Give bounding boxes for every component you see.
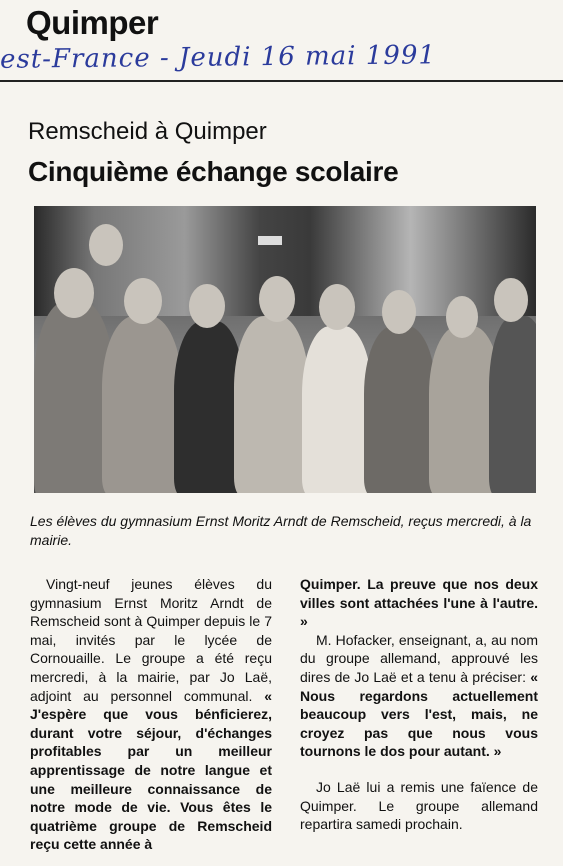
section-title: Quimper: [26, 4, 159, 41]
quote-jo-lae-end: Quimper. La preuve que nos deux villes sont attachées l'une à l'autre. »: [300, 576, 538, 630]
paragraph-hofacker-text: M. Hofacker, enseignant, a, au nom du groupe allemand, approuvé les dires de Jo Laë et a tenu à préciser:: [300, 631, 538, 685]
quote-jo-lae: « J'espère que vous bénficierez, durant votre séjour, d'échanges profitables par un meilleur apprentissage de notre langue et une meilleure connaissance de notre mode de vie. Vous êtes le quatrième groupe de Remscheid reçu cette année à: [30, 687, 272, 853]
article-headline: Cinquième échange scolaire: [28, 156, 399, 187]
paragraph-intro: [30, 575, 272, 854]
handwritten-date: est-France - Jeudi 16 mai 1991: [0, 40, 437, 75]
paragraph-closing: Jo Laë lui a remis une faïence de Quimper. Le groupe allemand repartira samedi prochain.: [300, 778, 538, 833]
article-kicker: Remscheid à Quimper: [28, 118, 267, 145]
article-column-right: [300, 575, 538, 834]
paragraph-intro-text: Vingt-neuf jeunes élèves du gymnasium Ernst Moritz Arndt de Remscheid sont à Quimper depuis le 7 mai, invités par le lycée de Cornouaille. Le groupe a été reçu mercredi, à la mairie, par Jo Laë, adjoint au personnel communal.: [30, 576, 272, 704]
photo-caption: Les élèves du gymnasium Ernst Moritz Arndt de Remscheid, reçus mercredi, à la mairie.: [30, 513, 532, 548]
header-rule: [0, 80, 563, 82]
article-column-left: [30, 575, 272, 854]
group-photo: [34, 206, 536, 493]
quote-continuation: [300, 575, 538, 631]
quote-hofacker: « Nous regardons actuellement beaucoup vers l'est, mais, ne croyez pas que nous vous tournons le dos pour autant. »: [300, 668, 538, 760]
paragraph-hofacker: [300, 631, 538, 761]
